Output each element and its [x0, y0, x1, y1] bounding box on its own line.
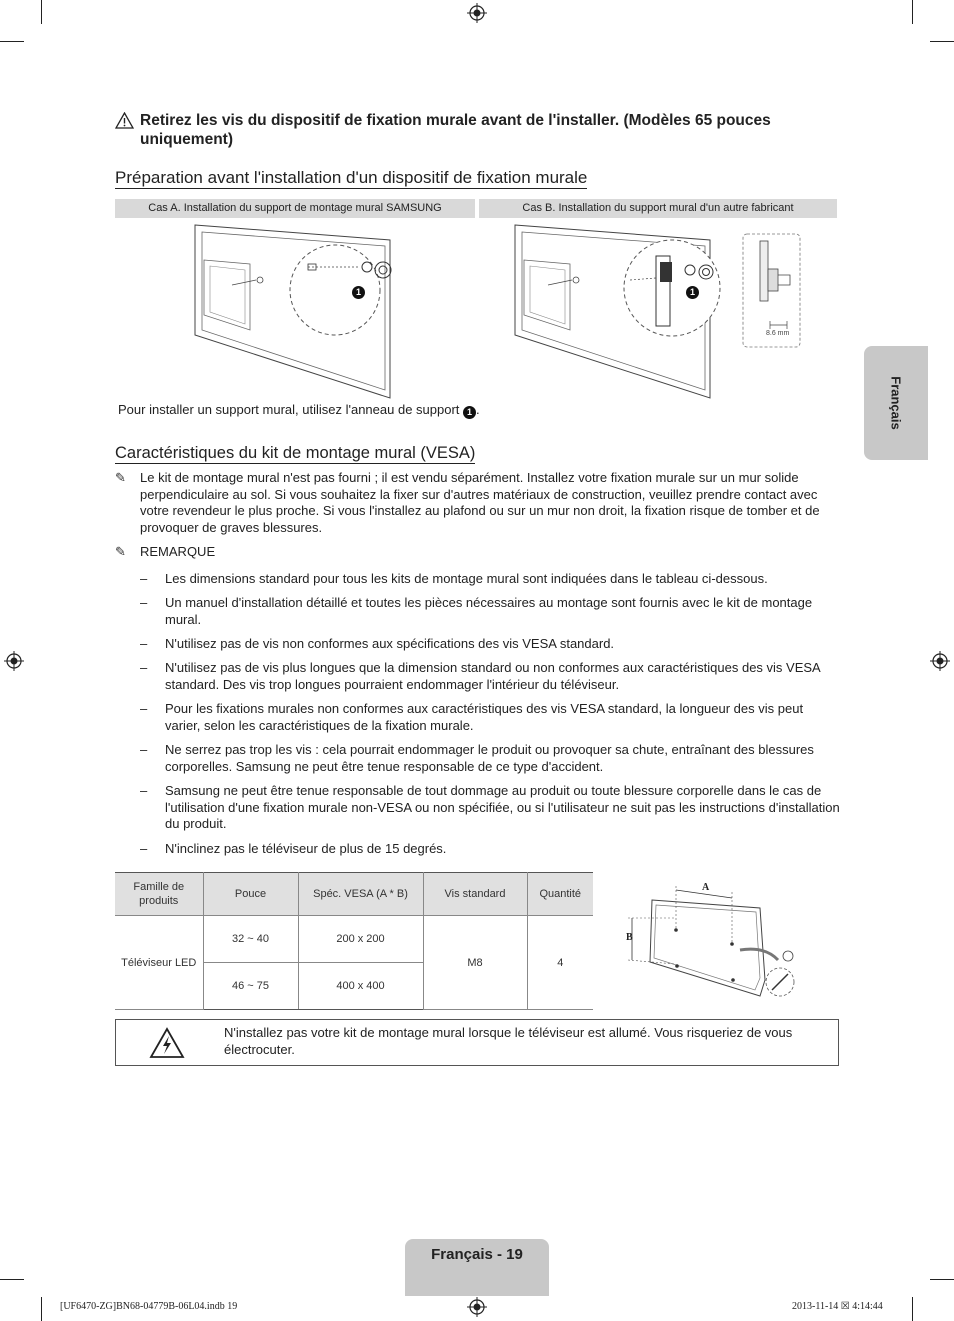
caption-period: . [476, 402, 480, 417]
crop-mark [912, 1297, 913, 1321]
vesa-spec-table [115, 872, 593, 1010]
list-item: – Pour les fixations murales non conformes aux caractéristiques des vis VESA standard, la longueur des vis peut varier, selon les caractéristiques de la fixation murale. [140, 701, 804, 733]
dimension-label-a: A [702, 882, 710, 893]
language-side-tab [864, 346, 928, 460]
electric-warning-text: N'installez pas votre kit de montage mural lorsque le téléviseur est allumé. Vous risqueriez de vous électrocuter. [224, 1025, 793, 1057]
case-a-label: Cas A. Installation du support de montage mural SAMSUNG [115, 199, 475, 218]
warning-text: Retirez les vis du dispositif de fixation murale avant de l'installer. (Modèles 65 pouces uniquement) [140, 112, 771, 148]
registration-mark-icon [467, 1297, 487, 1317]
page-number-tab [405, 1239, 549, 1296]
table-header: Quantité [527, 873, 593, 916]
table-header: Famille de produits [115, 873, 203, 916]
table-cell-vesa: 200 x 200 [298, 916, 423, 963]
tv-back-illustration-case-b [510, 220, 730, 400]
pencil-note-icon: ✎ [115, 544, 126, 559]
pencil-note-icon: ✎ [115, 470, 126, 485]
list-item: – N'utilisez pas de vis plus longues que la dimension standard ou non conformes aux caractéristiques des vis VESA standard. Des vis trop longues pourraient endommager l'intérieur du téléviseur. [140, 660, 821, 692]
caution-triangle-icon [115, 112, 134, 129]
table-cell-vesa: 400 x 400 [298, 963, 423, 1010]
note-text: Le kit de montage mural n'est pas fourni ; il est vendu séparément. Installez votre fixation murale sur un mur solide perpendiculaire au sol. Si vous souhaitez la fixer sur d'autres matériaux de construction, veuillez prendre contact avec votre revendeur le plus proche. Si vous l'installez au plafond ou sur un mur non droit, la fixation risque de tomber et de provoquer de graves blessures. [140, 470, 820, 536]
section-title-preparation: Préparation avant l'installation d'un dispositif de fixation murale [115, 168, 588, 187]
crop-mark [0, 41, 24, 42]
note-item [115, 544, 840, 561]
language-label: Français [888, 376, 904, 430]
figure-caption [118, 402, 480, 419]
list-item: – N'inclinez pas le téléviseur de plus de 15 degrés. [140, 841, 447, 856]
list-item: – Ne serrez pas trop les vis : cela pourrait endommager le produit ou provoquer sa chute, entraînant des blessures corporelles. Samsung ne peut être tenue responsable de ce type d'accident. [140, 742, 814, 774]
registration-mark-icon [4, 651, 24, 671]
tv-back-illustration-case-a [190, 220, 410, 400]
list-item: – N'utilisez pas de vis non conformes aux spécifications des vis VESA standard. [140, 636, 615, 651]
warning-notice [115, 111, 815, 149]
crop-mark [912, 0, 913, 24]
list-item: – Les dimensions standard pour tous les kits de montage mural sont indiquées dans le tableau ci-dessous. [140, 571, 768, 586]
electric-hazard-icon [149, 1027, 185, 1059]
crop-mark [41, 1297, 42, 1321]
table-cell-qty: 4 [527, 916, 593, 1010]
note-heading: REMARQUE [140, 544, 216, 559]
page-number: Français - 19 [431, 1246, 523, 1263]
table-header: Pouce [203, 873, 298, 916]
case-b-label: Cas B. Installation du support mural d'un autre fabricant [479, 199, 837, 218]
note-item [115, 470, 840, 537]
electric-warning-box [115, 1019, 839, 1066]
caption-text: Pour installer un support mural, utilisez l'anneau de support [118, 402, 464, 417]
crop-mark [930, 41, 954, 42]
table-header: Vis standard [423, 873, 527, 916]
table-row [115, 916, 593, 963]
table-cell-inch: 32 ~ 40 [203, 916, 298, 963]
vesa-dimension-diagram [620, 878, 810, 1008]
footer-timestamp: 2013-11-14 ☒ 4:14:44 [792, 1301, 883, 1312]
list-item: – Un manuel d'installation détaillé et toutes les pièces nécessaires au montage sont fournis avec le kit de montage mural. [140, 595, 813, 627]
table-cell-inch: 46 ~ 75 [203, 963, 298, 1010]
table-header-row [115, 873, 593, 916]
table-header: Spéc. VESA (A * B) [298, 873, 423, 916]
table-cell-family: Téléviseur LED [115, 916, 203, 1010]
registration-mark-icon [930, 651, 950, 671]
callout-number-1: 1 [352, 286, 365, 299]
crop-mark [0, 1279, 24, 1280]
list-item: – Samsung ne peut être tenue responsable de tout dommage au produit ou toute blessure corporelle dans le cas de l'utilisation d'une fixation murale non-VESA ou non spécifiée, ou si l'utilisateur ne suit pas les instructions d'installation du produit. [140, 783, 840, 832]
section-title-vesa: Caractéristiques du kit de montage mural (VESA) [115, 444, 476, 462]
crop-mark [930, 1279, 954, 1280]
dimension-label-b: B [626, 932, 633, 943]
table-cell-screw: M8 [423, 916, 527, 1010]
dimension-label: 8.6 mm [766, 330, 790, 337]
footer-file-info: [UF6470-ZG]BN68-04779B-06L04.indb 19 [60, 1301, 238, 1312]
callout-number-1: 1 [686, 286, 699, 299]
crop-mark [41, 0, 42, 24]
registration-mark-icon [467, 3, 487, 23]
caption-number-1: 1 [463, 406, 476, 419]
